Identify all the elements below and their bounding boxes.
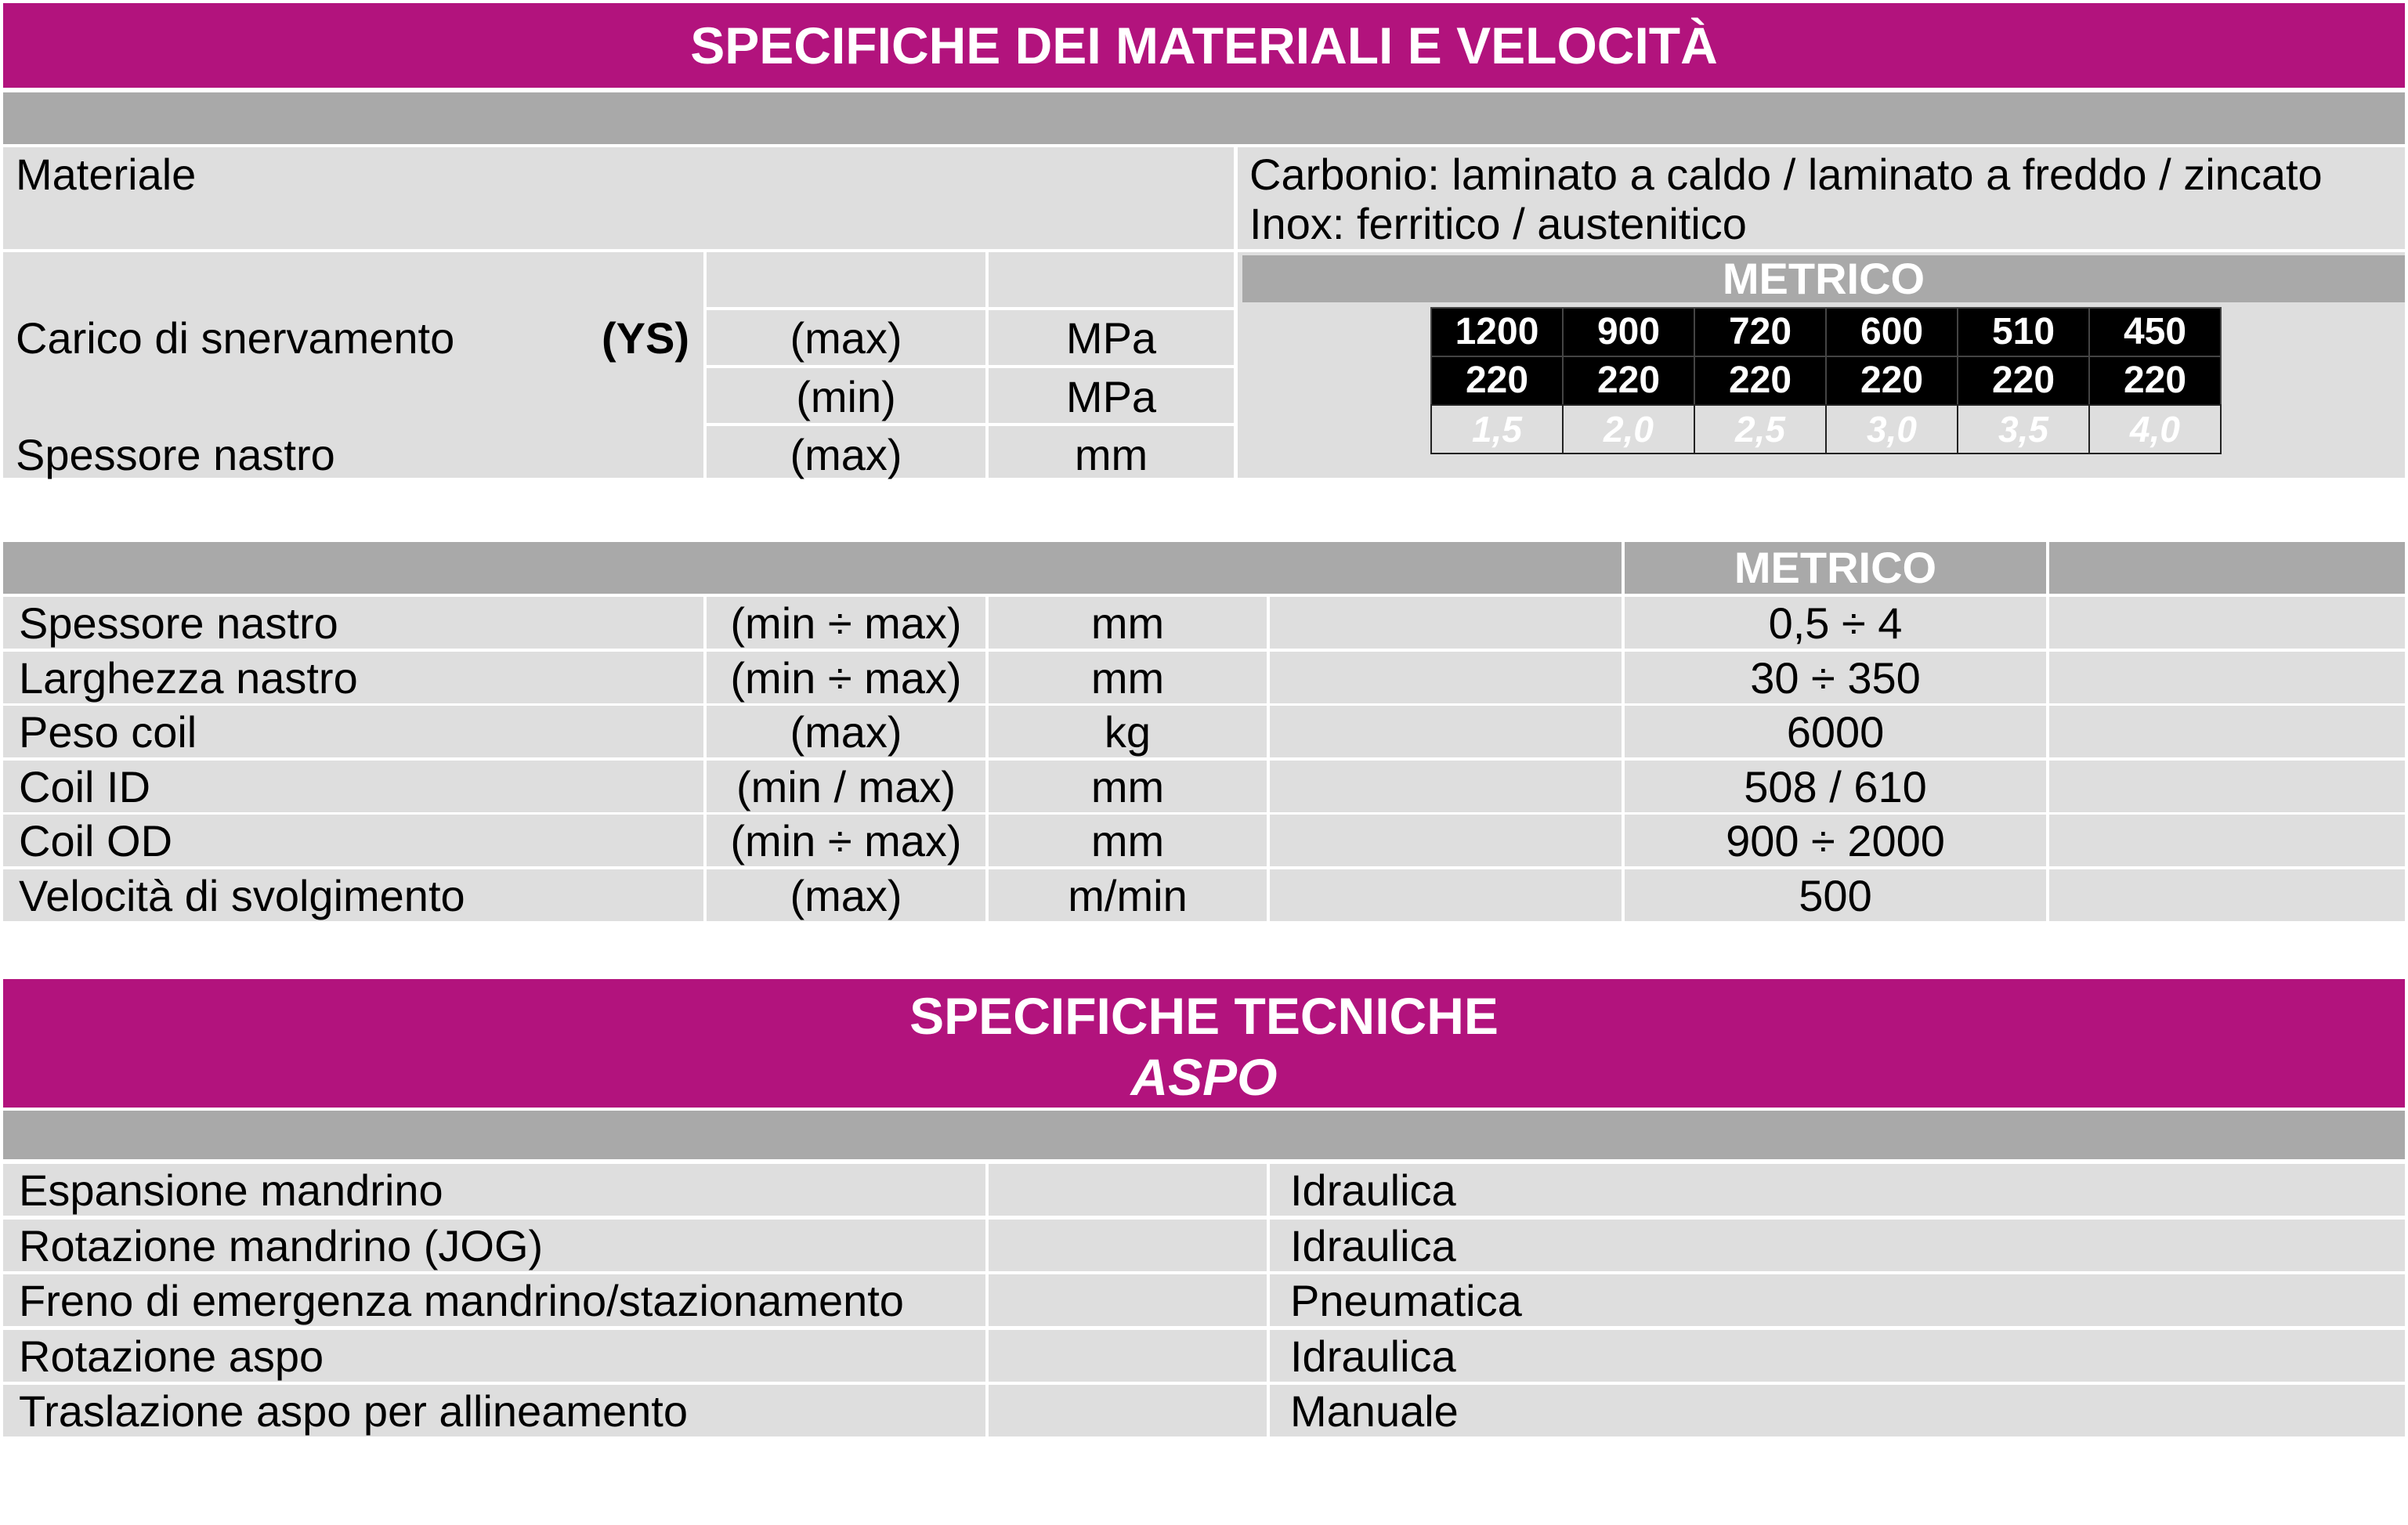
metric-header-1-label: METRICO (1722, 254, 1925, 303)
spec-label: Peso coil (19, 707, 197, 757)
yield-max-unit: MPa (1065, 313, 1157, 363)
spec-extra-cell (2049, 652, 2405, 703)
spec-unit: kg (1104, 707, 1152, 757)
spec-qualifier: (max) (790, 707, 902, 757)
tech-label: Espansione mandrino (19, 1165, 443, 1215)
material-label: Materiale (16, 150, 197, 199)
matrix-ys-min-cell: 220 (2088, 356, 2222, 406)
yield-label: Carico di snervamento (16, 313, 455, 363)
materials-title: SPECIFICHE DEI MATERIALI E VELOCITÀ (690, 16, 1718, 74)
spec-blank-cell (1270, 869, 1622, 921)
matrix-thickness-cell: 3,0 (1825, 404, 1958, 454)
spec-unit: mm (1090, 598, 1165, 648)
spec-row (0, 706, 2408, 757)
spec-value: 500 (1799, 871, 1872, 920)
spec-qualifier: (max) (790, 871, 902, 920)
tech-blank-cell (989, 1330, 1267, 1382)
matrix-ys-max-cell: 1200 (1430, 307, 1564, 357)
tech-label: Traslazione aspo per allineamento (19, 1386, 688, 1436)
materials-title-banner (3, 3, 2405, 88)
spec-extra-cell (2049, 869, 2405, 921)
matrix-ys-max-cell: 450 (2088, 307, 2222, 357)
tech-row (0, 1330, 2408, 1382)
spec-label: Velocità di svolgimento (19, 871, 465, 920)
spec-extra-cell (2049, 815, 2405, 866)
spec-blank-cell (1270, 815, 1622, 866)
matrix-ys-max-cell: 600 (1825, 307, 1958, 357)
matrix-thickness-cell: 2,5 (1694, 404, 1827, 454)
spec-label: Coil OD (19, 816, 173, 865)
matrix-ys-min-cell: 220 (1430, 356, 1564, 406)
tech-value: Idraulica (1290, 1332, 1456, 1381)
spec-row (0, 597, 2408, 649)
spec-blank-cell (1270, 652, 1622, 703)
matrix-thickness-cell: 1,5 (1430, 404, 1564, 454)
spec-blank-cell (1270, 706, 1622, 757)
thickness-label: Spessore nastro (16, 430, 335, 479)
spec-blank-cell (1270, 761, 1622, 812)
spec-qualifier: (min ÷ max) (730, 816, 962, 865)
spec-value: 900 ÷ 2000 (1726, 816, 1945, 865)
technical-title: SPECIFICHE TECNICHE (909, 987, 1499, 1045)
yield-thickness-matrix (1430, 307, 2223, 451)
technical-table (0, 1164, 2408, 1446)
specs-header-bar (3, 542, 1622, 594)
tech-label: Freno di emergenza mandrino/stazionamento (19, 1276, 904, 1325)
material-inox-line: Inox: ferritico / austenitico (1249, 199, 1747, 248)
technical-title-banner (3, 979, 2405, 1108)
metric-header-2-cell (1625, 542, 2046, 594)
matrix-ys-min-cell: 220 (1562, 356, 1695, 406)
spec-row (0, 652, 2408, 703)
tech-value: Idraulica (1290, 1221, 1456, 1270)
spec-row (0, 761, 2408, 812)
tech-value: Manuale (1290, 1386, 1459, 1436)
tech-blank-cell (989, 1274, 1267, 1326)
yield-qual-header-cell (707, 252, 985, 307)
material-carbon-line: Carbonio: laminato a caldo / laminato a freddo / zincato (1249, 150, 2323, 199)
spec-extra-cell (2049, 706, 2405, 757)
yield-min-unit: MPa (1065, 372, 1157, 421)
spec-value: 0,5 ÷ 4 (1768, 598, 1903, 648)
spec-extra-cell (2049, 761, 2405, 812)
tech-row (0, 1220, 2408, 1271)
spec-value: 6000 (1786, 707, 1885, 757)
yield-code: (YS) (602, 313, 689, 363)
matrix-thickness-cell: 4,0 (2088, 404, 2222, 454)
spec-unit: mm (1090, 816, 1165, 865)
specs-header-bar-right (2049, 542, 2405, 594)
tech-blank-cell (989, 1385, 1267, 1436)
spec-label: Coil ID (19, 762, 151, 811)
tech-label: Rotazione mandrino (JOG) (19, 1221, 544, 1270)
thickness-qualifier: (max) (790, 430, 902, 479)
tech-row (0, 1274, 2408, 1326)
spec-label: Spessore nastro (19, 598, 338, 648)
matrix-ys-max-cell: 900 (1562, 307, 1695, 357)
spec-qualifier: (min ÷ max) (730, 653, 962, 703)
technical-header-bar (3, 1111, 2405, 1159)
spec-extra-cell (2049, 597, 2405, 649)
matrix-ys-min-cell: 220 (1957, 356, 2090, 406)
spec-unit: mm (1090, 653, 1165, 703)
matrix-thickness-cell: 3,5 (1957, 404, 2090, 454)
tech-row (0, 1385, 2408, 1436)
spec-row (0, 815, 2408, 866)
tech-label: Rotazione aspo (19, 1332, 324, 1381)
matrix-ys-max-cell: 720 (1694, 307, 1827, 357)
spec-blank-cell (1270, 597, 1622, 649)
tech-blank-cell (989, 1220, 1267, 1271)
spec-value: 508 / 610 (1744, 762, 1927, 811)
matrix-ys-min-cell: 220 (1825, 356, 1958, 406)
matrix-ys-min-cell: 220 (1694, 356, 1827, 406)
matrix-thickness-cell: 2,0 (1562, 404, 1695, 454)
spec-value: 30 ÷ 350 (1750, 653, 1921, 703)
metric-header-1 (1242, 255, 2405, 302)
spec-qualifier: (min / max) (736, 762, 956, 811)
technical-subtitle: ASPO (1130, 1048, 1278, 1106)
metric-header-2-label: METRICO (1734, 543, 1937, 592)
yield-min-qualifier: (min) (796, 372, 896, 421)
tech-value: Idraulica (1290, 1165, 1456, 1215)
yield-max-qualifier: (max) (790, 313, 902, 363)
thickness-unit: mm (1074, 430, 1148, 479)
tech-row (0, 1164, 2408, 1216)
matrix-ys-max-cell: 510 (1957, 307, 2090, 357)
spec-unit: m/min (1068, 871, 1188, 920)
tech-value: Pneumatica (1290, 1276, 1522, 1325)
yield-unit-header-cell (989, 252, 1234, 307)
materials-header-bar (3, 92, 2405, 144)
spec-label: Larghezza nastro (19, 653, 358, 703)
specs-table (0, 597, 2408, 918)
spec-row (0, 869, 2408, 921)
spec-unit: mm (1090, 762, 1165, 811)
spec-qualifier: (min ÷ max) (730, 598, 962, 648)
tech-blank-cell (989, 1164, 1267, 1216)
